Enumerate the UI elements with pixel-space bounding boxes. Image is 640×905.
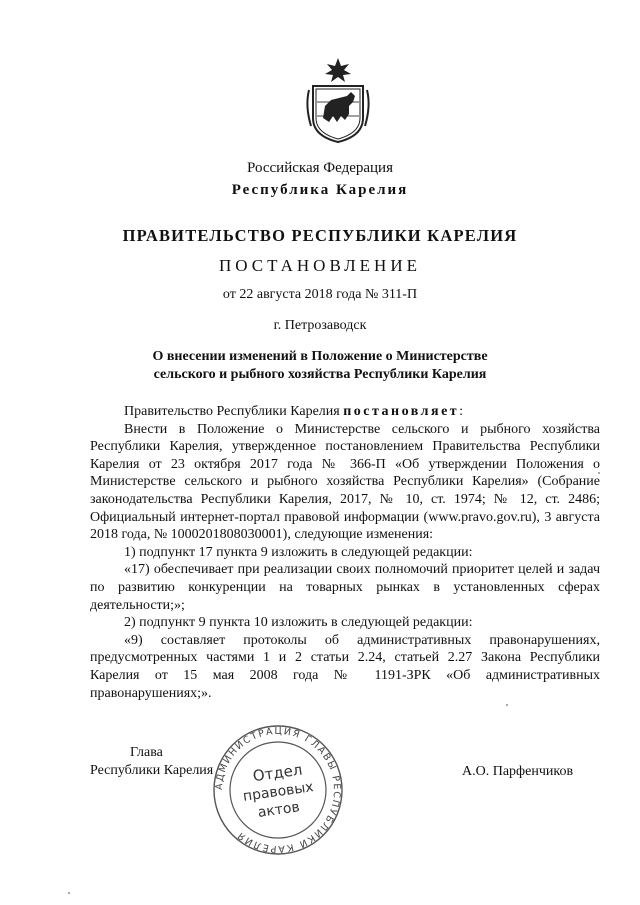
stamp-line: актов	[256, 799, 301, 821]
government-title: ПРАВИТЕЛЬСТВО РЕСПУБЛИКИ КАРЕЛИЯ	[122, 226, 518, 245]
coat-of-arms-emblem	[303, 56, 373, 144]
document-subject	[0, 348, 640, 384]
stamp-ring-path: АДМИНИСТРАЦИЯ ГЛАВЫ РЕСПУБЛИКИ КАРЕЛИЯ	[213, 725, 343, 855]
subject-line: О внесении изменений в Положение о Министерстве	[152, 349, 488, 364]
republic-name: Республика Карелия	[231, 182, 409, 198]
intro-verb: постановляет	[343, 404, 460, 419]
stamp-line: правовых	[241, 779, 315, 805]
official-stamp	[210, 722, 346, 858]
intro-paragraph	[90, 403, 600, 421]
body-paragraph: 2) подпункт 9 пункта 10 изложить в следующей редакции:	[124, 615, 473, 631]
document-date-number: от 22 августа 2018 года № 311-П	[222, 287, 418, 302]
scan-speck	[598, 472, 600, 474]
signatory-name: А.О. Парфенчиков	[462, 764, 574, 779]
intro-prefix: Правительство Республики Карелия	[124, 404, 344, 419]
body-paragraph: Внести в Положение о Министерстве сельского и рыбного хозяйства Республики Карелия, утвержденное постановлением Правительства Республики Карелия от 23 октября 2017 года № 366-П «Об утверждении Положения о Министерстве сельского и рыбного хозяйства Республики Карелия» (Собрание законодательства Республики Карелия, 2017, № 10, ст. 1974; № 12, ст. 2486; Официальный интернет-портал правовой информации (www.pravo.gov.ru), 3 августа 2018 года, № 1000201808030001), следующие изменения:	[90, 421, 600, 543]
document-type: ПОСТАНОВЛЕНИЕ	[218, 256, 421, 275]
country-name: Российская Федерация	[247, 160, 393, 176]
intro-suffix: :	[459, 404, 464, 419]
subject-line: сельского и рыбного хозяйства Республики Карелия	[153, 367, 487, 382]
signatory-title-line: Республики Карелия	[90, 763, 214, 778]
stamp-line: Отдел	[251, 760, 304, 786]
signatory-title-line: Глава	[130, 745, 163, 760]
scan-speck	[68, 892, 70, 894]
document-body	[90, 403, 600, 702]
body-paragraph: «9) составляет протоколы об административных правонарушениях, предусмотренных частями 1 и 2 статьи 2.24, статьей 2.27 Закона Республики Карелия от 15 мая 2008 года № 1191-ЗРК «Об административных правонарушениях;».	[90, 632, 600, 701]
document-city: г. Петрозаводск	[273, 318, 367, 333]
body-paragraph: «17) обеспечивает при реализации своих полномочий приоритет целей и задач по развитию конкуренции на товарных рынках в установленных сферах деятельности;»;	[90, 562, 600, 613]
scan-speck	[506, 704, 508, 706]
signatory-title	[90, 744, 213, 780]
body-paragraph: 1) подпункт 17 пункта 9 изложить в следующей редакции:	[124, 544, 473, 560]
